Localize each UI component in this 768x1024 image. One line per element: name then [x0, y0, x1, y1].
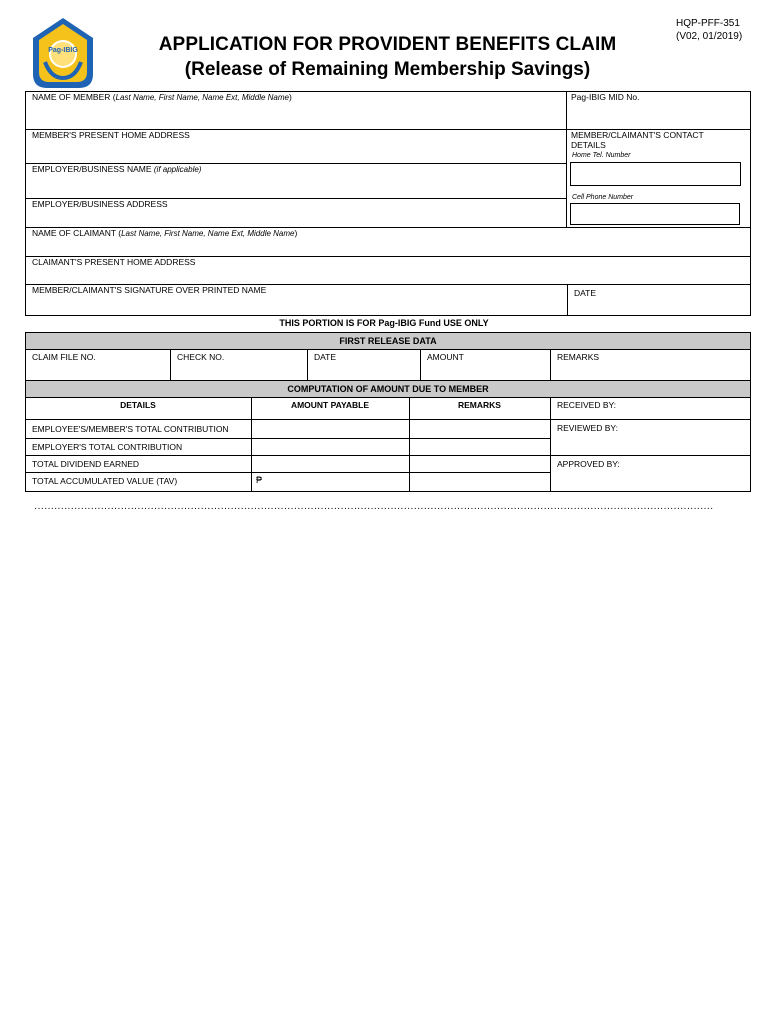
divider — [25, 438, 551, 439]
divider — [420, 349, 421, 381]
dividend-earned-label: TOTAL DIVIDEND EARNED — [32, 459, 140, 469]
amount-label: AMOUNT — [427, 352, 464, 362]
date-field[interactable] — [568, 300, 750, 315]
form-code — [676, 17, 742, 43]
form-title: APPLICATION FOR PROVIDENT BENEFITS CLAIM — [158, 34, 617, 55]
claim-file-no-label: CLAIM FILE NO. — [32, 352, 96, 362]
remarks-header: REMARKS — [458, 400, 501, 410]
divider — [25, 472, 551, 473]
employer-address-field[interactable] — [26, 211, 566, 226]
computation-heading: COMPUTATION OF AMOUNT DUE TO MEMBER — [25, 380, 751, 398]
name-of-member-label: NAME OF MEMBER (Last Name, First Name, Name Ext, Middle Name) — [32, 92, 292, 102]
approved-by-label: APPROVED BY: — [557, 459, 620, 469]
form-version: (V02, 01/2019) — [676, 31, 743, 42]
check-no-label: CHECK NO. — [177, 352, 225, 362]
home-address-field[interactable] — [26, 142, 566, 162]
divider — [550, 397, 551, 492]
claimant-address-label: CLAIMANT'S PRESENT HOME ADDRESS — [32, 257, 196, 267]
release-date-label: DATE — [314, 352, 337, 362]
signature-field[interactable] — [26, 297, 566, 315]
divider — [170, 349, 171, 381]
first-release-table — [25, 349, 751, 381]
name-of-claimant-label: NAME OF CLAIMANT (Last Name, First Name, Name Ext, Middle Name) — [32, 228, 298, 238]
amount-payable-header: AMOUNT PAYABLE — [290, 400, 370, 410]
logo-text: Pag-IBIG — [48, 47, 78, 54]
peso-sign: ₱ — [256, 475, 263, 485]
divider — [25, 419, 751, 420]
form-code-number: HQP-PFF-351 — [676, 18, 740, 29]
remarks-label: REMARKS — [557, 352, 600, 362]
reviewed-by-label: REVIEWED BY: — [557, 423, 618, 433]
form-subtitle: (Release of Remaining Membership Savings) — [184, 59, 591, 80]
cell-phone-field[interactable] — [570, 203, 740, 225]
mid-no-field[interactable] — [568, 104, 750, 128]
divider — [550, 349, 551, 381]
signature-label: MEMBER/CLAIMANT'S SIGNATURE OVER PRINTED NAME — [32, 285, 267, 295]
details-header: DETAILS — [120, 400, 156, 410]
divider — [566, 91, 567, 228]
employee-contribution-label: EMPLOYEE'S/MEMBER'S TOTAL CONTRIBUTION — [32, 424, 229, 434]
claimant-address-field[interactable] — [26, 269, 750, 283]
home-tel-label: Home Tel. Number — [572, 152, 631, 159]
pag-ibig-logo — [31, 16, 95, 90]
fund-use-only-heading: THIS PORTION IS FOR Pag-IBIG Fund USE ONLY — [279, 318, 489, 328]
divider — [251, 397, 252, 492]
divider — [409, 397, 410, 492]
divider — [25, 455, 751, 456]
received-by-label: RECEIVED BY: — [557, 400, 617, 410]
contact-details-label: MEMBER/CLAIMANT'S CONTACT DETAILS — [571, 130, 704, 150]
cell-phone-label: Cell Phone Number — [572, 194, 634, 201]
home-tel-field[interactable] — [570, 162, 741, 186]
employer-contribution-label: EMPLOYER'S TOTAL CONTRIBUTION — [32, 442, 183, 452]
divider — [307, 349, 308, 381]
employer-address-label: EMPLOYER/BUSINESS ADDRESS — [32, 199, 168, 209]
date-label: DATE — [574, 288, 597, 298]
tav-label: TOTAL ACCUMULATED VALUE (TAV) — [32, 476, 178, 486]
home-address-label: MEMBER'S PRESENT HOME ADDRESS — [32, 130, 190, 140]
first-release-heading: FIRST RELEASE DATA — [25, 332, 751, 350]
employer-name-field[interactable] — [26, 176, 566, 197]
name-of-claimant-field[interactable] — [26, 240, 750, 255]
mid-no-label: Pag-IBIG MID No. — [571, 92, 640, 102]
cut-line: ············································································································································································································ — [34, 503, 714, 514]
employer-name-label: EMPLOYER/BUSINESS NAME (if applicable) — [32, 164, 202, 174]
name-of-member-field[interactable] — [26, 104, 566, 128]
